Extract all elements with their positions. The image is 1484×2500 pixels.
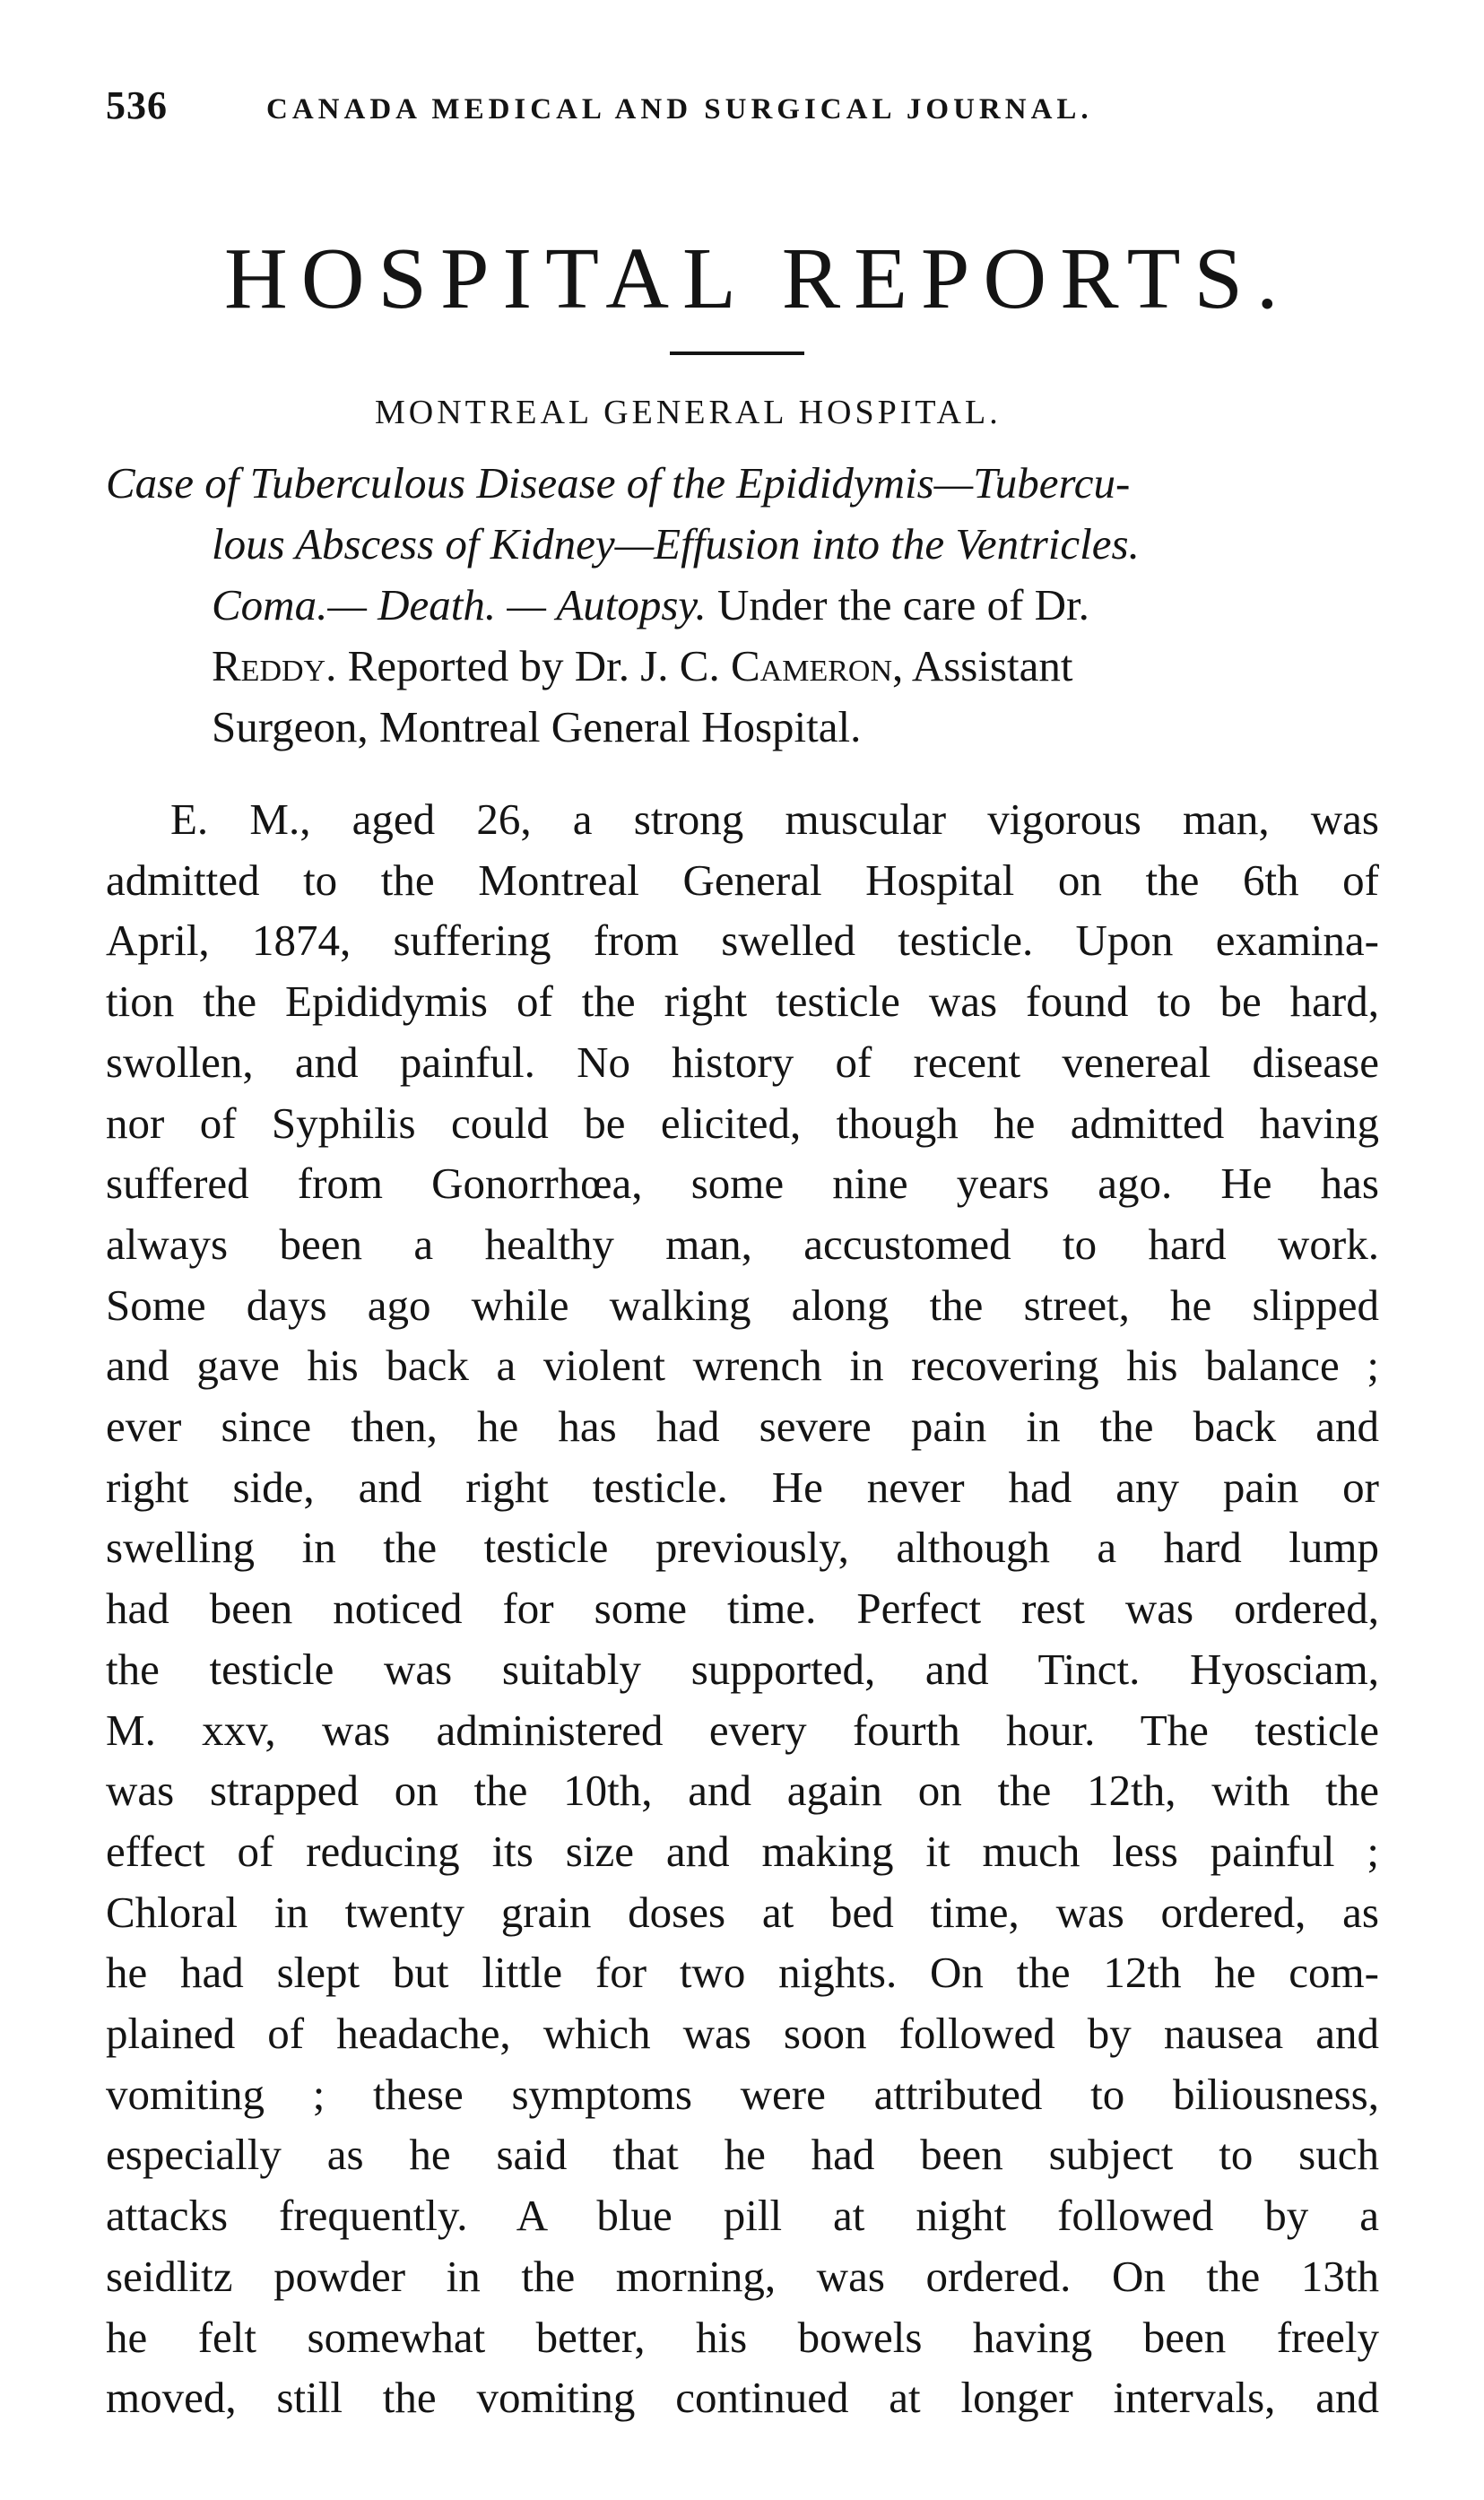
case-heading <box>106 453 1379 758</box>
body-line: he had slept but little for two nights. On the 12th he com- <box>106 1948 1379 1998</box>
body-line: attacks frequently. A blue pill at night followed by a <box>106 2191 1379 2241</box>
case-outcome: Coma.— Death. — Autopsy. <box>212 580 707 629</box>
title-divider <box>670 352 804 355</box>
body-line: Some days ago while walking along the street, he slipped <box>106 1280 1379 1330</box>
body-line: moved, still the vomiting continued at longer intervals, and <box>106 2373 1379 2423</box>
body-line: always been a healthy man, accustomed to hard work. <box>106 1219 1379 1269</box>
case-report-body <box>106 789 1379 2428</box>
body-line: suffered from Gonorrhœa, some nine years ago. He has <box>106 1159 1379 1209</box>
page-number: 536 <box>106 83 168 127</box>
body-line: M. xxv, was administered every fourth hour. The testicle <box>106 1705 1379 1755</box>
running-head <box>106 82 1379 136</box>
body-line: Chloral in twenty grain doses at bed time, was ordered, as <box>106 1887 1379 1937</box>
body-line: seidlitz powder in the morning, was ordered. On the 13th <box>106 2251 1379 2301</box>
body-line: April, 1874, suffering from swelled testicle. Upon examina- <box>106 916 1379 966</box>
body-line: tion the Epididymis of the right testicle was found to be hard, <box>106 977 1379 1027</box>
body-line: swelling in the testicle previously, although a hard lump <box>106 1523 1379 1573</box>
body-line: especially as he said that he had been subject to such <box>106 2130 1379 2180</box>
case-heading-line-3 <box>106 575 1379 636</box>
hospital-name: MONTREAL GENERAL HOSPITAL. <box>375 394 1002 431</box>
section-title: HOSPITAL REPORTS. <box>224 230 1292 327</box>
case-heading-line-4: Reddy. Reported by Dr. J. C. Cameron, Assistant <box>212 641 1073 690</box>
body-line: E. M., aged 26, a strong muscular vigorous man, was <box>170 794 1379 844</box>
body-line: nor of Syphilis could be elicited, though he admitted having <box>106 1098 1379 1148</box>
body-line: had been noticed for some time. Perfect rest was ordered, <box>106 1584 1379 1634</box>
attending-physician: Reddy. <box>212 641 337 690</box>
body-line: was strapped on the 10th, and again on the 12th, with the <box>106 1766 1379 1816</box>
body-line: the testicle was suitably supported, and Tinct. Hyosciam, <box>106 1644 1379 1694</box>
body-line: right side, and right testicle. He never had any pain or <box>106 1462 1379 1512</box>
case-heading-line-2: lous Abscess of Kidney—Effusion into the Ventricles. <box>212 519 1140 569</box>
reporting-physician: Cameron, <box>731 641 904 690</box>
body-line: plained of headache, which was soon followed by nausea and <box>106 2009 1379 2059</box>
body-line: ever since then, he has had severe pain in the back and <box>106 1402 1379 1452</box>
body-line: he felt somewhat better, his bowels having been freely <box>106 2312 1379 2362</box>
body-line: effect of reducing its size and making it much less painful ; <box>106 1826 1379 1876</box>
body-line: and gave his back a violent wrench in recovering his balance ; <box>106 1341 1379 1391</box>
case-heading-line-1: Case of Tuberculous Disease of the Epididymis—Tubercu- <box>106 458 1131 508</box>
body-line: vomiting ; these symptoms were attributed to biliousness, <box>106 2069 1379 2119</box>
body-line: swollen, and painful. No history of recent venereal disease <box>106 1037 1379 1087</box>
case-heading-line-5: Surgeon, Montreal General Hospital. <box>212 702 862 751</box>
body-line: admitted to the Montreal General Hospital on the 6th of <box>106 855 1379 905</box>
attending-note: Under the care of Dr. <box>706 580 1089 629</box>
journal-title: CANADA MEDICAL AND SURGICAL JOURNAL. <box>266 93 1093 126</box>
